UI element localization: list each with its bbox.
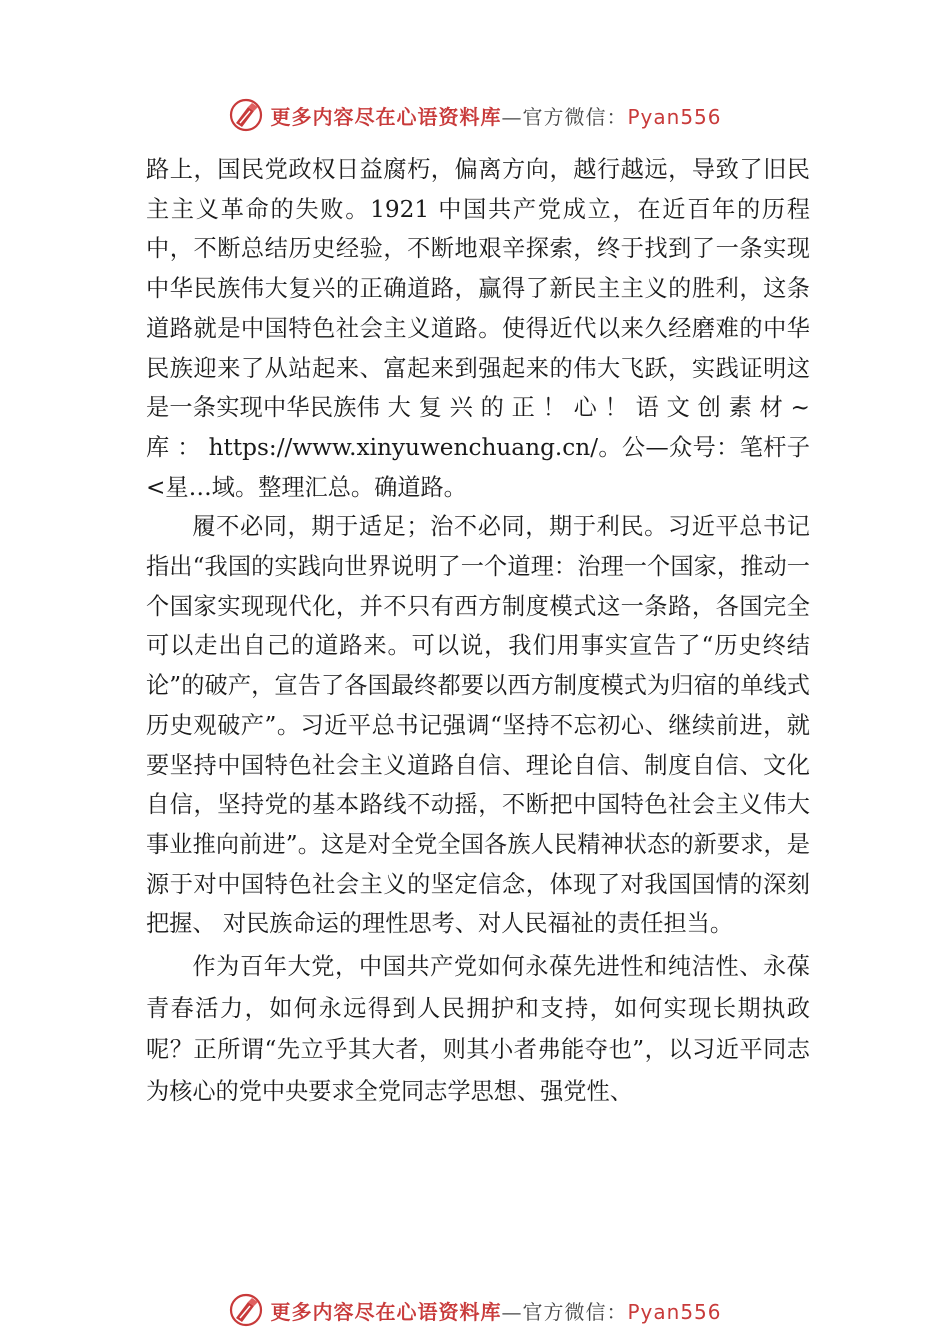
header-text: [270, 101, 721, 130]
footer-tail: —官方微信：: [501, 1299, 628, 1324]
paragraph-2: 履不必同，期于适足；治不必同，期于利民。习近平总书记指出“我国的实践向世界说明了一个道理：治理一个国家，推动一个国家实现现代化，并不只有西方制度模式这一条路，各国完全可以走出自己的道路来。可以说，我们用事实宣告了“历史终结论”的破产，宣告了各国最终都要以西方制度模式为归宿的单线式历史观破产”。习近平总书记强调“坚持不忘初心、继续前进，就要坚持中国特色社会主义道路自信、理论自信、制度自信、文化自信，坚持党的基本路线不动摇，不断把中国特色社会主义伟大事业推向前进”。这是对全党全国各族人民精神状态的新要求，是源于对中国特色社会主义的坚定信念，体现了对我国国情的深刻把握、 对民族命运的理性思考、对人民福祉的责任担当。: [146, 513, 810, 938]
footer-text: [270, 1296, 721, 1325]
header-wechat-id: Pyan556: [627, 104, 722, 129]
paragraph-3: 作为百年大党，中国共产党如何永葆先进性和纯洁性、永葆青春活力，如何永远得到人民拥护和支持，如何实现长期执政呢？正所谓“先立乎其大者，则其小者弗能夺也”，以习近平同志为核心的党中央要求全党同志学思想、强党性、: [146, 953, 810, 1105]
header-banner: [0, 95, 950, 135]
paragraph-1: 路上，国民党政权日益腐朽，偏离方向，越行越远，导致了旧民主主义革命的失败。1921 中国共产党成立，在近百年的历程中，不断总结历史经验，不断地艰辛探索，终于找到了一条实现中华民族伟大复兴的正确道路，赢得了新民主主义的胜利，这条道路就是中国特色社会主义道路。使得近代以来久经磨难的中华民族迎来了从站起来、富起来到强起来的伟大飞跃，实践证明这是一条实现中华民族伟 大 复 兴 的 正 ！ 心 ！ 语 文 创 素 材 ~ 库 ： https://www.xinyuwenchuang.cn/。公—众号：笔杆子<星…域。整理汇总。确道路。: [146, 156, 810, 501]
footer-lead: 更多内容尽在心语资料库: [270, 1299, 502, 1324]
footer-wechat-id: Pyan556: [627, 1299, 722, 1324]
header-lead: 更多内容尽在心语资料库: [270, 104, 502, 129]
header-tail: —官方微信：: [501, 104, 628, 129]
footer-banner: [0, 1290, 950, 1330]
pen-nib-icon: [228, 1292, 264, 1328]
pen-nib-icon: [228, 97, 264, 133]
document-body: [146, 150, 810, 1112]
